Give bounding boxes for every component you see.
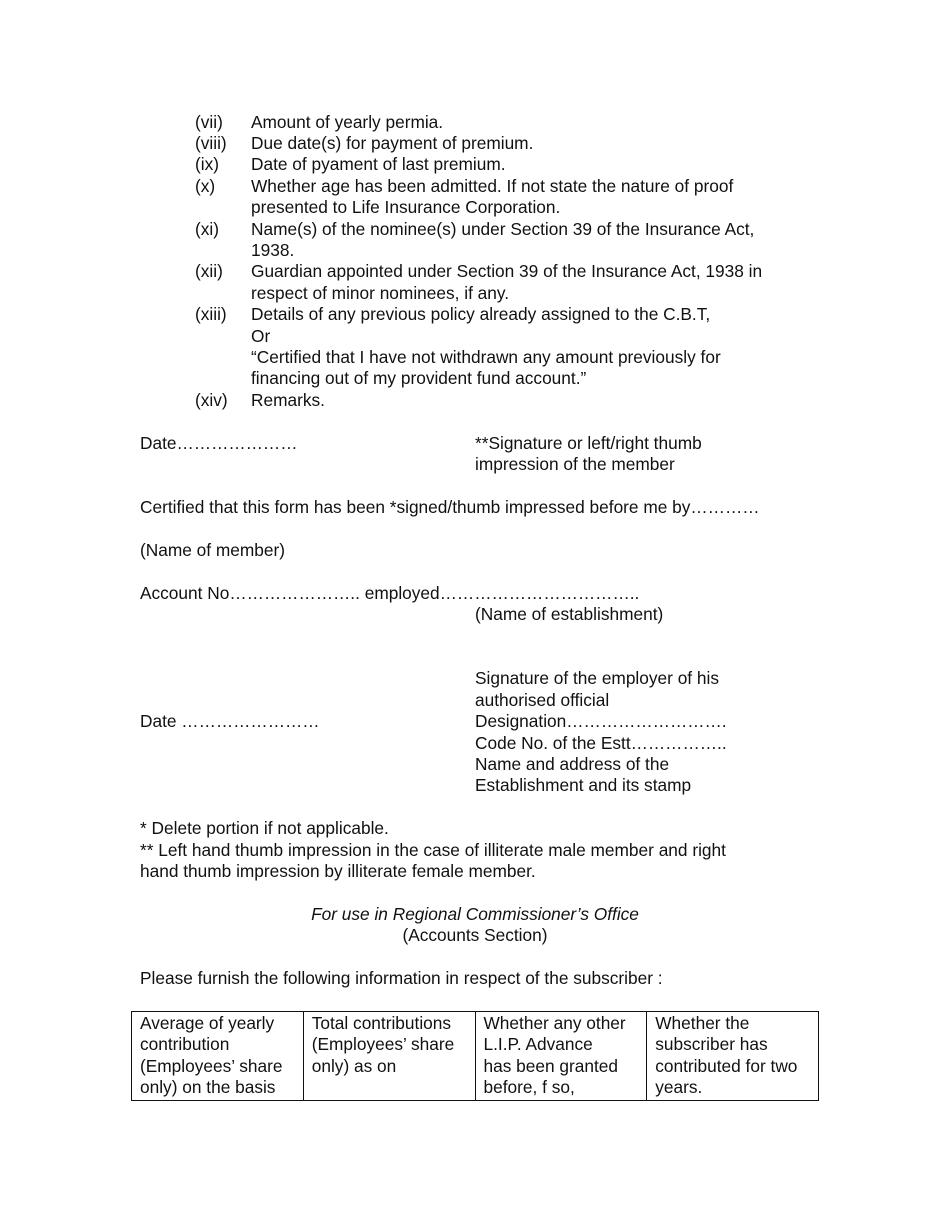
item-number: (xi) xyxy=(195,219,219,239)
footnote-thumb-impression: hand thumb impression by illiterate female member. xyxy=(140,861,536,881)
item-text: respect of minor nominees, if any. xyxy=(251,283,510,303)
item-number: (xii) xyxy=(195,261,223,281)
employer-signature-label: authorised official xyxy=(475,690,610,710)
member-signature-label: impression of the member xyxy=(475,454,675,474)
subscriber-info-instruction: Please furnish the following information in respect of the subscriber : xyxy=(140,968,663,988)
item-number: (vii) xyxy=(195,112,223,132)
item-text: Name(s) of the nominee(s) under Section 39 of the Insurance Act, xyxy=(251,219,755,239)
item-text: 1938. xyxy=(251,240,295,260)
footnote-delete-portion: * Delete portion if not applicable. xyxy=(140,818,389,838)
name-of-establishment-label: (Name of establishment) xyxy=(475,604,664,624)
subscriber-info-table xyxy=(131,1011,819,1101)
item-number: (x) xyxy=(195,176,216,196)
accounts-section-subheading: (Accounts Section) xyxy=(402,925,548,945)
item-number: (ix) xyxy=(195,154,219,174)
item-text: Date of pyament of last premium. xyxy=(251,154,506,174)
item-number: (xiv) xyxy=(195,390,228,410)
employer-signature-label: Signature of the employer of his xyxy=(475,668,719,688)
column-lip-advance: Whether any other L.I.P. Advance has been granted before, f so, xyxy=(475,1012,647,1101)
item-text: Amount of yearly permia. xyxy=(251,112,444,132)
item-text: Due date(s) for payment of premium. xyxy=(251,133,534,153)
column-total-contributions: Total contributions (Employees’ share only) as on xyxy=(303,1012,475,1101)
column-contributed-two-years: Whether the subscriber has contributed for two years. xyxy=(647,1012,819,1101)
item-text: “Certified that I have not withdrawn any amount previously for xyxy=(251,347,721,367)
member-signature-label: **Signature or left/right thumb xyxy=(475,433,702,453)
column-average-yearly-contribution: Average of yearly contribution (Employees’ share only) on the basis xyxy=(132,1012,304,1101)
member-date-field: Date………………… xyxy=(140,433,298,453)
item-text: Details of any previous policy already assigned to the C.B.T, xyxy=(251,304,711,324)
item-text: Whether age has been admitted. If not state the nature of proof xyxy=(251,176,734,196)
establishment-address-label: Name and address of the xyxy=(475,754,670,774)
item-number: (viii) xyxy=(195,133,227,153)
employer-date-field: Date …………………… xyxy=(140,711,320,731)
office-use-heading: For use in Regional Commissioner’s Office xyxy=(311,904,639,924)
designation-field: Designation………………………. xyxy=(475,711,727,731)
estt-code-field: Code No. of the Estt…………….. xyxy=(475,733,727,753)
establishment-stamp-label: Establishment and its stamp xyxy=(475,775,692,795)
certification-statement: Certified that this form has been *signed/thumb impressed before me by………… xyxy=(140,497,760,517)
item-text: Remarks. xyxy=(251,390,325,410)
item-text: Guardian appointed under Section 39 of the Insurance Act, 1938 in xyxy=(251,261,763,281)
item-text: presented to Life Insurance Corporation. xyxy=(251,197,561,217)
name-of-member-label: (Name of member) xyxy=(140,540,286,560)
account-employed-line: Account No………………….. employed…………………………….. xyxy=(140,583,640,603)
item-text: financing out of my provident fund account.” xyxy=(251,368,587,388)
item-number: (xiii) xyxy=(195,304,227,324)
footnote-thumb-impression: ** Left hand thumb impression in the case of illiterate male member and right xyxy=(140,840,726,860)
item-text: Or xyxy=(251,326,271,346)
table-header-row xyxy=(132,1012,819,1101)
